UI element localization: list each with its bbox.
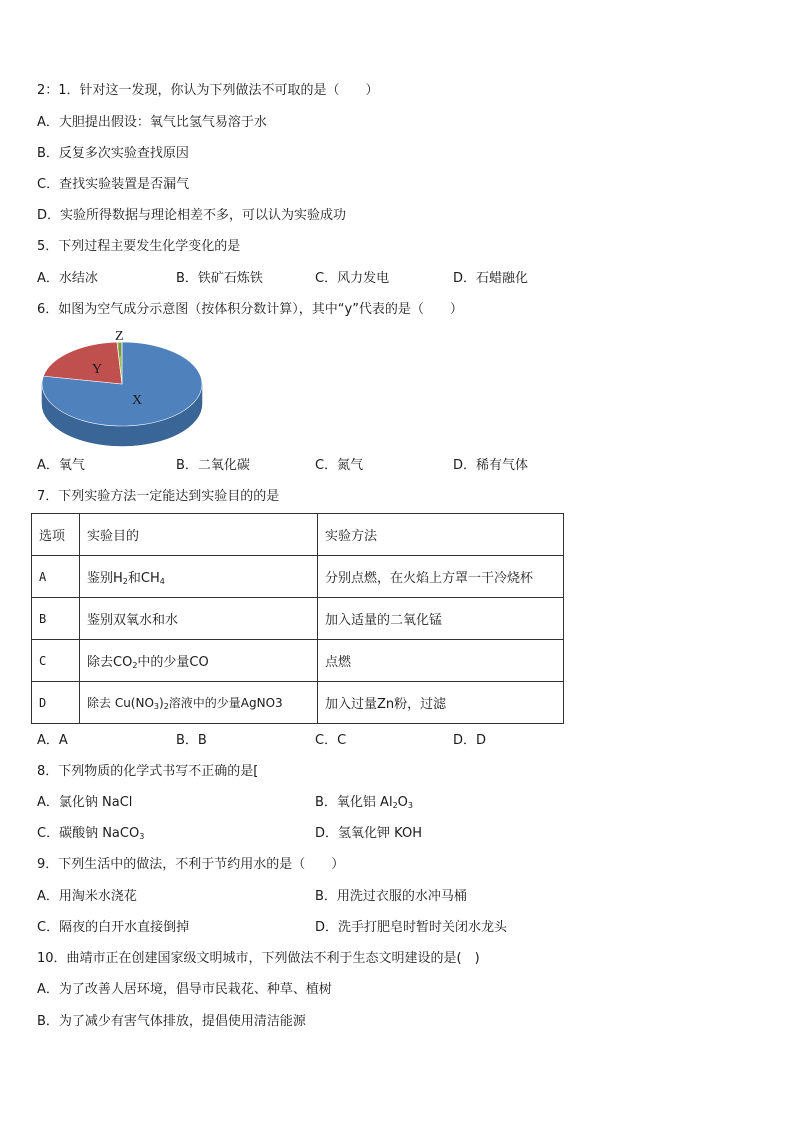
q4-option-a: A．大胆提出假设：氧气比氢气易溶于水 bbox=[37, 115, 267, 130]
q7-option-d: D．D bbox=[453, 733, 487, 748]
q8-option-a: A．氯化钠 NaCl bbox=[37, 795, 133, 810]
table-row bbox=[32, 598, 564, 640]
q9-option-a: A．用淘米水浇花 bbox=[37, 889, 137, 904]
q6-option-a: A．氧气 bbox=[37, 458, 85, 473]
header-option: 选项 bbox=[32, 514, 80, 556]
q9-stem: 9．下列生活中的做法，不利于节约用水的是（ ） bbox=[37, 857, 345, 872]
table-row bbox=[32, 640, 564, 682]
q7-option-b: B．B bbox=[176, 733, 207, 748]
q9-option-b: B．用洗过衣服的水冲马桶 bbox=[315, 889, 467, 904]
q8-stem: 8．下列物质的化学式书写不正确的是[ bbox=[37, 764, 259, 779]
row-method: 加入过量Zn粉，过滤 bbox=[318, 682, 564, 724]
row-goal: 除去 $Cu(NO_3)_2$溶液中的少量AgNO3 bbox=[80, 682, 318, 724]
q8-option-b: B．氧化铝 $Al_2O_3$ bbox=[315, 795, 413, 810]
q4-option-d: D．实验所得数据与理论相差不多，可以认为实验成功 bbox=[37, 208, 347, 223]
q8-option-c: C．碳酸钠 NaCO$_3$ bbox=[37, 826, 145, 841]
q5-option-b: B．铁矿石炼铁 bbox=[176, 271, 263, 286]
pie-label-x: X bbox=[132, 393, 143, 408]
header-goal: 实验目的 bbox=[80, 514, 318, 556]
pie-svg bbox=[36, 326, 208, 450]
row-method: 分别点燃，在火焰上方罩一干冷烧杯 bbox=[318, 556, 564, 598]
pie-slices bbox=[42, 342, 202, 426]
row-option: C bbox=[32, 640, 80, 682]
pie-label-y: Y bbox=[92, 362, 103, 377]
row-option: D bbox=[32, 682, 80, 724]
q5-option-a: A．水结冰 bbox=[37, 271, 98, 286]
row-goal: 鉴别$H_2$和$CH_4$ bbox=[80, 556, 318, 598]
q4-option-c: C．查找实验装置是否漏气 bbox=[37, 177, 190, 192]
table-row bbox=[32, 682, 564, 724]
q6-option-b: B．二氧化碳 bbox=[176, 458, 250, 473]
q9-option-c: C．隔夜的白开水直接倒掉 bbox=[37, 920, 190, 935]
row-method: 加入适量的二氧化锰 bbox=[318, 598, 564, 640]
air-composition-pie-chart bbox=[36, 326, 208, 450]
q10-option-b: B．为了减少有害气体排放，提倡使用清洁能源 bbox=[37, 1014, 306, 1029]
q10-option-a: A．为了改善人居环境，倡导市民栽花、种草、植树 bbox=[37, 982, 332, 997]
q7-stem: 7．下列实验方法一定能达到实验目的的是 bbox=[37, 489, 280, 504]
table-row bbox=[32, 556, 564, 598]
row-goal: 鉴别双氧水和水 bbox=[80, 598, 318, 640]
q4-stem: 2：1．针对这一发现，你认为下列做法不可取的是（ ） bbox=[37, 83, 379, 98]
q5-option-d: D．石蜡融化 bbox=[453, 271, 529, 286]
q6-stem: 6．如图为空气成分示意图（按体积分数计算），其中“y”代表的是（ ） bbox=[37, 302, 463, 317]
row-goal: 除去$CO_2$中的少量CO bbox=[80, 640, 318, 682]
q8-option-d: D．氢氧化钾 KOH bbox=[315, 826, 422, 841]
row-method: 点燃 bbox=[318, 640, 564, 682]
row-option: A bbox=[32, 556, 80, 598]
table-header-row bbox=[32, 514, 564, 556]
q6-option-c: C．氮气 bbox=[315, 458, 364, 473]
row-option: B bbox=[32, 598, 80, 640]
q4-option-b: B．反复多次实验查找原因 bbox=[37, 146, 189, 161]
q5-option-c: C．风力发电 bbox=[315, 271, 390, 286]
pie-label-z: Z bbox=[115, 329, 124, 344]
q7-option-c: C．C bbox=[315, 733, 347, 748]
q9-option-d: D．洗手打肥皂时暂时关闭水龙头 bbox=[315, 920, 508, 935]
q10-stem: 10．曲靖市正在创建国家级文明城市，下列做法不利于生态文明建设的是( ) bbox=[37, 951, 480, 966]
experiment-table bbox=[31, 513, 564, 724]
header-method: 实验方法 bbox=[318, 514, 564, 556]
q5-stem: 5．下列过程主要发生化学变化的是 bbox=[37, 239, 241, 254]
q7-option-a: A．A bbox=[37, 733, 68, 748]
q6-option-d: D．稀有气体 bbox=[453, 458, 529, 473]
